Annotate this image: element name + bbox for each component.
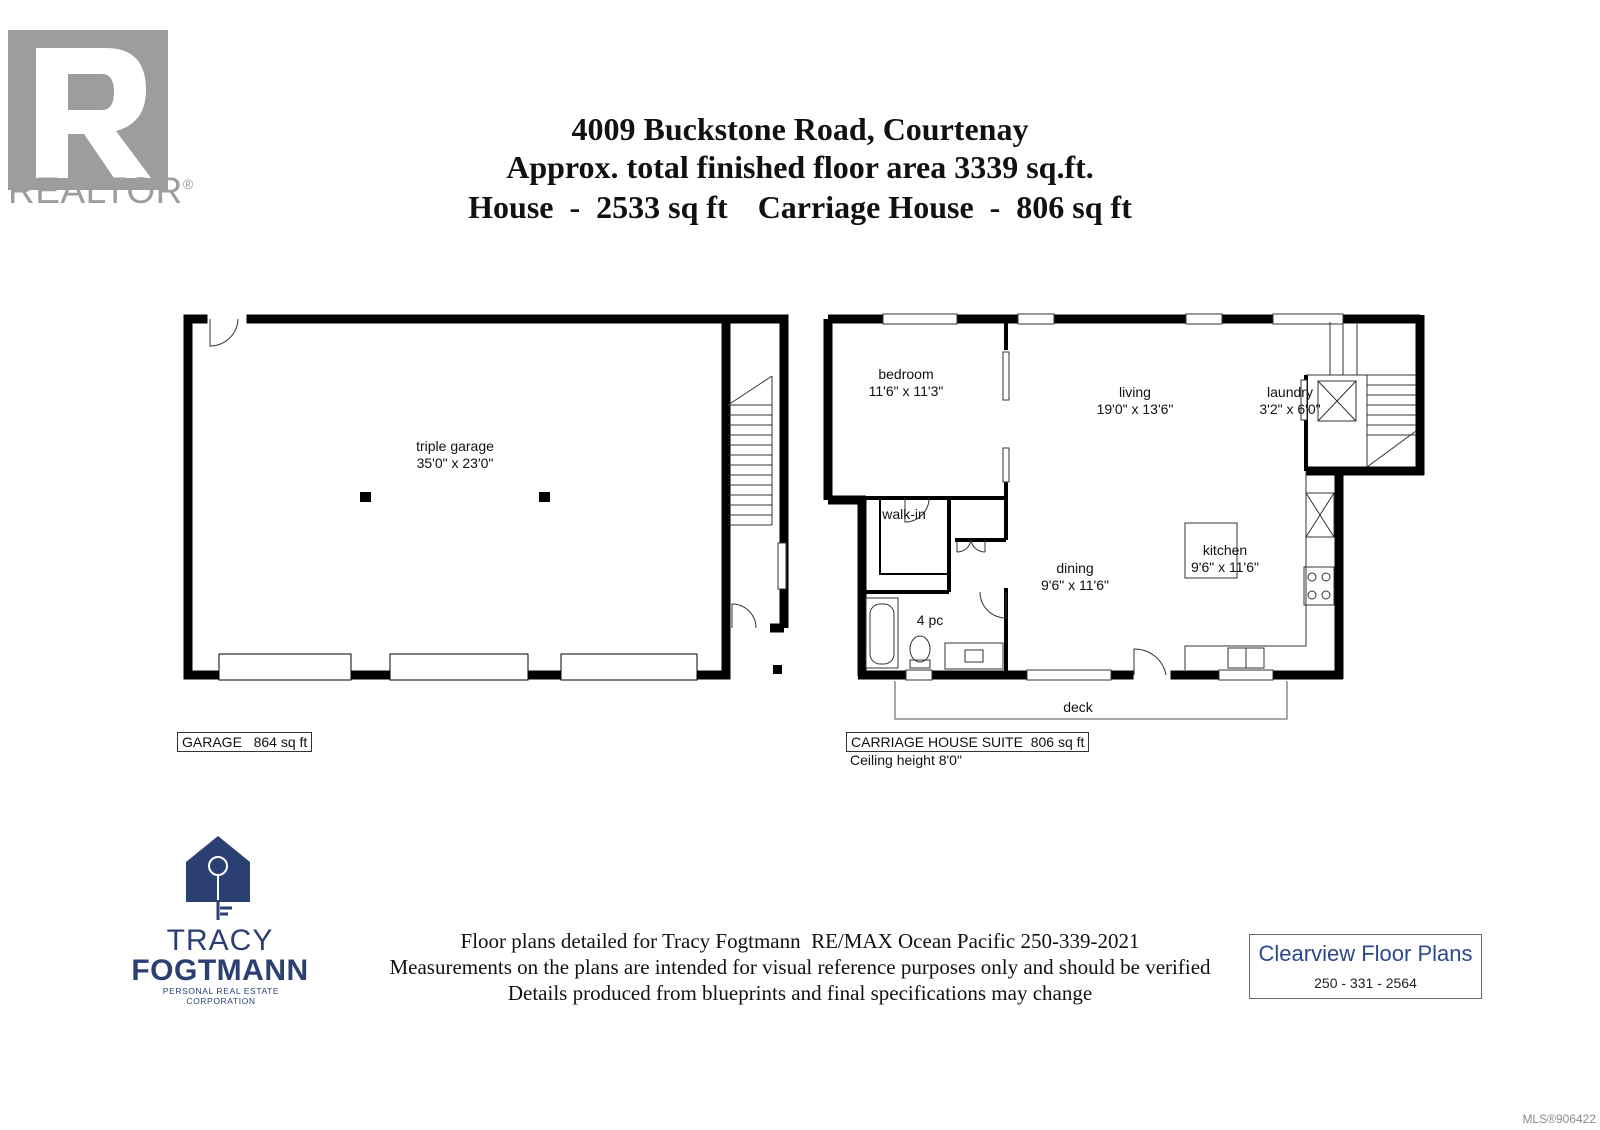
bathroom-fixtures xyxy=(866,598,1003,669)
garage-room-dims: 35'0" x 23'0" xyxy=(416,455,494,471)
total-area-line: Approx. total finished floor area 3339 sq.ft. xyxy=(506,149,1094,185)
drafter-title: Clearview Floor Plans xyxy=(1258,941,1473,966)
kitchen-name: kitchen xyxy=(1202,542,1248,558)
bedroom-label xyxy=(856,366,956,400)
footer-line-1: Floor plans detailed for Tracy Fogtmann RE/MAX Ocean Pacific 250-339-2021 xyxy=(460,929,1140,953)
laundry-label xyxy=(1250,384,1330,418)
agent-first-name: TRACY xyxy=(166,924,274,957)
footer-line-2: Measurements on the plans are intended for visual reference purposes only and should be verified xyxy=(389,955,1211,979)
garage-door-openings xyxy=(219,654,697,680)
living-label xyxy=(1080,384,1190,418)
deck-label: deck xyxy=(1063,699,1093,715)
ceiling-height: Ceiling height 8'0" xyxy=(850,752,962,768)
carriage-area: Carriage House - 806 sq ft xyxy=(757,189,1132,225)
dining-dims: 9'6" x 11'6" xyxy=(1041,577,1109,593)
garage-entry-door xyxy=(208,312,246,346)
house-area: House - 2533 sq ft xyxy=(468,189,728,225)
bedroom-name: bedroom xyxy=(878,366,934,382)
page-title: 4009 Buckstone Road, Courtenay xyxy=(571,111,1029,147)
living-dims: 19'0" x 13'6" xyxy=(1096,401,1174,417)
bath-label: 4 pc xyxy=(916,612,944,628)
garage-walls xyxy=(188,319,784,675)
bedroom-dims: 11'6" x 11'3" xyxy=(868,383,944,399)
laundry-name: laundry xyxy=(1267,384,1313,400)
kitchen-dims: 9'6" x 11'6" xyxy=(1191,559,1259,575)
footer-line-3: Details produced from blueprints and final specifications may change xyxy=(507,981,1093,1005)
stair-door xyxy=(732,604,756,628)
living-name: living xyxy=(1119,384,1151,400)
mls-watermark: MLS®906422 xyxy=(1522,1112,1596,1126)
garage-room-label xyxy=(390,438,520,472)
dining-label xyxy=(1030,560,1120,594)
agent-house-key-logo xyxy=(186,836,250,922)
agent-subtitle: PERSONAL REAL ESTATE CORPORATION xyxy=(162,986,280,1006)
garage-room-name: triple garage xyxy=(416,438,494,454)
suite-caption: CARRIAGE HOUSE SUITE 806 sq ft xyxy=(846,732,1089,752)
walkin-label: walk-in xyxy=(882,506,926,522)
kitchen-label xyxy=(1180,542,1270,576)
agent-last-name: FOGTMANN xyxy=(131,954,309,987)
drafter-logo xyxy=(1249,934,1482,999)
garage-caption: GARAGE 864 sq ft xyxy=(177,732,312,752)
dining-name: dining xyxy=(1056,560,1094,576)
garage-stairs xyxy=(728,376,772,525)
realtor-wordmark: REALTOR® xyxy=(8,170,194,211)
drafter-phone: 250 - 331 - 2564 xyxy=(1314,975,1417,991)
laundry-dims: 3'2" x 6'0" xyxy=(1259,401,1321,417)
